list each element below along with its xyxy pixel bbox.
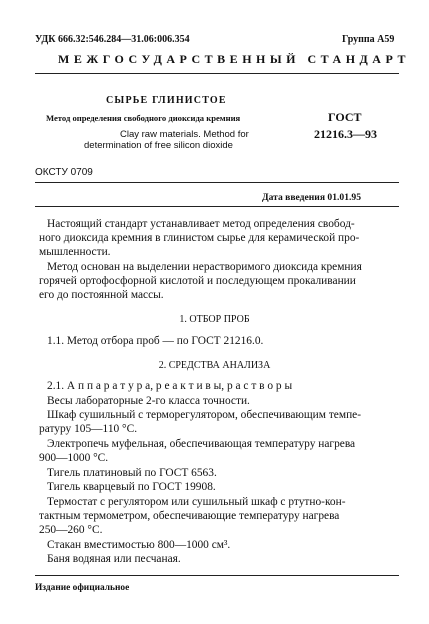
equipment-line: Термостат с регулятором или сушильный шкаф с ртутно-кон- — [47, 496, 346, 508]
group-code: Группа А59 — [342, 34, 395, 45]
equipment-line: Тигель кварцевый по ГОСТ 19908. — [47, 481, 216, 493]
gost-label: ГОСТ — [328, 110, 362, 124]
section-2-item-title: 2.1. А п п а р а т у р а, р е а к т и в ы, р а с т в о р ы — [47, 380, 293, 392]
title-english-line1: Clay raw materials. Method for — [120, 129, 249, 140]
section-1-item: 1.1. Метод отбора проб — по ГОСТ 21216.0. — [47, 335, 264, 347]
standard-type: МЕЖГОСУДАРСТВЕННЫЙ СТАНДАРТ — [58, 52, 410, 66]
equipment-line: Электропечь муфельная, обеспечивающая температуру нагрева — [47, 438, 356, 450]
document-title: СЫРЬЕ ГЛИНИСТОЕ — [106, 95, 227, 106]
equipment-line: Шкаф сушильный с терморегулятором, обеспечивающим темпе- — [47, 409, 362, 421]
equipment-line: Тигель платиновый по ГОСТ 6563. — [47, 467, 217, 479]
intro-p1-line3: мышленности. — [39, 246, 111, 258]
intro-p2-line3: его до постоянной массы. — [39, 289, 164, 301]
title-divider — [35, 182, 399, 183]
equipment-line: ратуру 105—110 °С. — [39, 423, 138, 435]
section-1-heading: 1. ОТБОР ПРОБ — [179, 314, 250, 325]
date-divider — [35, 206, 399, 207]
intro-p1-line1: Настоящий стандарт устанавливает метод определения свобод- — [47, 218, 355, 230]
official-edition-label: Издание официальное — [35, 583, 130, 593]
equipment-line: тактным термометром, обеспечивающие температуру нагрева — [39, 510, 340, 522]
intro-p2-line2: горячей ортофосфорной кислотой и последующем прокаливании — [39, 275, 356, 287]
header-divider — [35, 73, 399, 74]
section-2-heading: 2. СРЕДСТВА АНАЛИЗА — [158, 360, 271, 371]
introduction-date: Дата введения 01.01.95 — [262, 192, 362, 203]
equipment-line: Баня водяная или песчаная. — [47, 553, 181, 565]
intro-p1-line2: ного диоксида кремния в глинистом сырье для керамической про- — [39, 232, 360, 244]
gost-number: 21216.3—93 — [314, 127, 377, 141]
equipment-line: 250—260 °С. — [39, 524, 103, 536]
title-english-line2: determination of free silicon dioxide — [84, 140, 233, 151]
equipment-line: Стакан вместимостью 800—1000 см³. — [47, 539, 231, 551]
footer-divider — [35, 575, 399, 576]
document-subtitle: Метод определения свободного диоксида кремния — [46, 113, 241, 123]
okstu-code: ОКСТУ 0709 — [35, 167, 93, 178]
equipment-line: Весы лабораторные 2-го класса точности. — [47, 395, 250, 407]
intro-p2-line1: Метод основан на выделении нерастворимого диоксида кремния — [47, 261, 362, 273]
equipment-line: 900—1000 °С. — [39, 452, 109, 464]
udk-code: УДК 666.32:546.284—31.06:006.354 — [35, 34, 190, 45]
